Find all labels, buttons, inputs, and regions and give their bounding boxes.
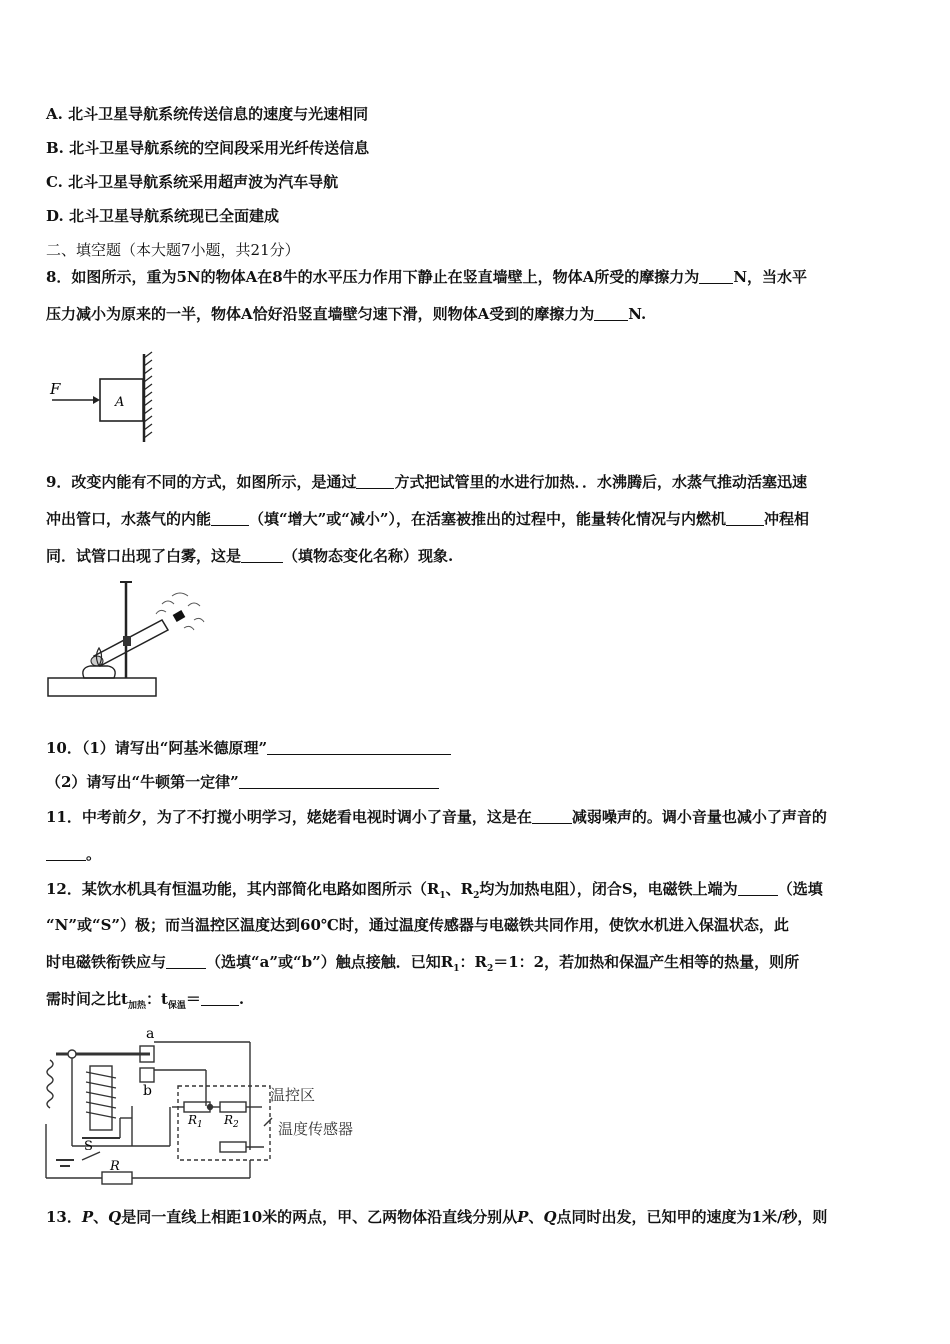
q10-line2: （2）请写出“牛顿第一定律” [46,771,439,792]
answer-blank[interactable] [699,269,733,284]
contact-b-label: b [143,1083,152,1099]
answer-blank[interactable] [267,740,451,755]
option-a: A. 北斗卫星导航系统传送信息的速度与光速相同 [46,105,369,123]
q12-line3: 时电磁铁衔铁应与 （选填“a”或“b”）触点接触．已知$R_1$：$R_2=1$：2，若加热和保温产生相等的热量，则所 [46,953,800,974]
resistor-r2 [220,1102,246,1112]
resistor-r-label: R [110,1159,120,1174]
option-c: C. 北斗卫星导航系统采用超声波为汽车导航 [46,173,339,191]
answer-blank[interactable] [211,511,249,526]
q9-line1: 9．改变内能有不同的方式，如图所示，是通过 方式把试管里的水进行加热．．水沸腾后，水蒸气推动活塞迅速 [46,473,807,491]
contact-b [140,1068,154,1082]
contact-a-label: a [146,1026,155,1042]
answer-blank[interactable] [239,774,439,789]
answer-blank[interactable] [726,511,764,526]
option-b: B. 北斗卫星导航系统的空间段采用光纤传送信息 [46,139,370,157]
switch-label: S [84,1139,93,1154]
cork [173,610,186,622]
zone-label: 温控区 [270,1086,316,1104]
answer-blank[interactable] [201,991,239,1006]
option-d: D. 北斗卫星导航系统现已全面建成 [46,207,279,225]
temperature-sensor [220,1142,246,1152]
section-heading: 二、填空题（本大题7小题，共21分） [46,241,300,259]
answer-blank[interactable] [241,548,283,563]
alcohol-lamp [83,666,115,678]
figure-test-tube-heating [44,574,214,704]
q12-line1: 12．某饮水机具有恒温功能，其内部简化电路如图所示（$R_1$、$R_2$均为加热电阻），闭合S，电磁铁上端为 （选填 [46,880,823,901]
q9-line3: 同．试管口出现了白雾，这是 （填物态变化名称）现象. [46,547,454,565]
answer-blank[interactable] [46,846,86,861]
figure-circuit [42,1020,382,1190]
figure-block-on-wall [44,350,174,445]
arrow-head [93,396,100,404]
q11-line2: 。 [46,843,101,864]
sensor-label: 温度传感器 [278,1120,354,1138]
spring-icon [47,1060,53,1108]
force-label: F [50,380,61,398]
stand-base [48,678,156,696]
q13-line1: 13．P、Q是同一直线上相距10米的两点，甲、乙两物体沿直线分别从P、Q点同时出发，已知甲的速度为1米/秒，则 [46,1208,828,1226]
q10-line1: 10．（1）请写出“阿基米德原理” [46,737,451,758]
clamp [123,636,131,646]
r1-label: $R_1$ [188,1113,203,1130]
q9-line2: 冲出管口，水蒸气的内能 （填“增大”或“减小”），在活塞被推出的过程中，能量转化情况与内燃机 冲程相 [46,510,810,528]
q12-line2: “N”或“S”）极；而当温控区温度达到60℃时，通过温度传感器与电磁铁共同作用，使饮水机进入保温状态，此 [46,916,789,934]
q8-line2: 压力减小为原来的一半，物体A恰好沿竖直墙壁匀速下滑，则物体A受到的摩擦力为 N. [46,305,647,323]
answer-blank[interactable] [166,954,206,969]
answer-blank[interactable] [594,306,628,321]
answer-blank[interactable] [738,881,778,896]
r2-label: $R_2$ [224,1113,239,1130]
q11-line1: 11．中考前夕，为了不打搅小明学习，姥姥看电视时调小了音量，这是在 减弱噪声的。调小音量也减小了声音的 [46,808,827,826]
block-label: A [115,395,125,410]
q8-line1: 8．如图所示，重为5N的物体A在8牛的水平压力作用下静止在竖直墙壁上，物体A所受的摩擦力为 N，当水平 [46,268,808,286]
q12-line4: 需时间之比$t_{加热}$：$t_{保温}=$ . [46,990,245,1011]
answer-blank[interactable] [532,809,572,824]
answer-blank[interactable] [356,474,394,489]
